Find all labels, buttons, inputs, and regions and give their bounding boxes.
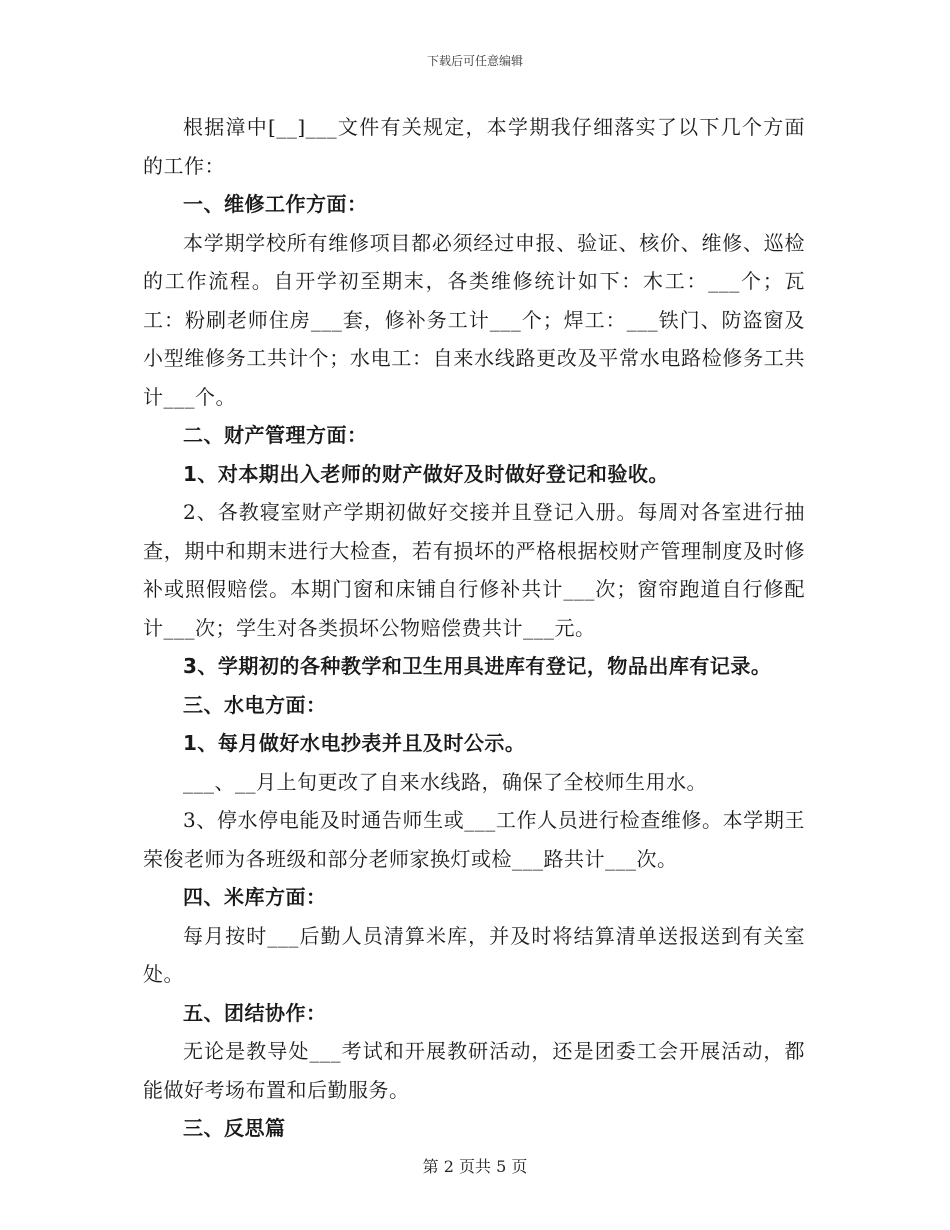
section-heading-property: 二、财产管理方面：: [183, 423, 368, 447]
maintenance-paragraph: 本学期学校所有维修项目都必须经过申报、验证、核价、维修、巡检的工作流程。自开学初至期末，各类维修统计如下：木工：___个；瓦工：粉刷老师住房___套，修补务工计___个；焊工：___铁门、防盗窗及小型维修务工共计个；水电工：自来水线路更改及平常水电路检修务工共计___个。: [143, 230, 805, 409]
page-header: 下载后可任意编辑: [426, 54, 523, 68]
section-heading-utilities: 三、水电方面：: [183, 692, 327, 717]
section-heading-maintenance: 一、维修工作方面：: [183, 192, 368, 216]
section-heading-rice-store: 四、米库方面：: [183, 885, 327, 909]
property-item-3: 3、学期初的各种教学和卫生用具进库有登记，物品出库有记录。: [183, 654, 772, 678]
cooperation-paragraph: 无论是教导处___考试和开展教研活动，还是团委工会开展活动，都能做好考场布置和后勤服务。: [143, 1039, 805, 1102]
intro-paragraph: 根据漳中[__]___文件有关规定，本学期我仔细落实了以下几个方面的工作：: [143, 115, 805, 178]
property-item-1: 1、对本期出入老师的财产做好及时做好登记和验收。: [183, 461, 669, 486]
utilities-item-1: 1、每月做好水电抄表并且及时公示。: [183, 731, 526, 755]
section-heading-reflection: 三、反思篇: [183, 1116, 286, 1140]
rice-store-paragraph: 每月按时___后勤人员清算米库，并及时将结算清单送报送到有关室处。: [143, 923, 805, 986]
section-heading-cooperation: 五、团结协作：: [183, 1000, 327, 1025]
page-footer: 第 2 页共 5 页: [422, 1157, 528, 1176]
utilities-item-2: ___、__月上旬更改了自来水线路，确保了全校师生用水。: [183, 769, 707, 794]
document-body: [143, 108, 805, 1148]
property-item-2: 2、各教寝室财产学期初做好交接并且登记入册。每周对各室进行抽查，期中和期末进行大检查，若有损坏的严格根据校财产管理制度及时修补或照假赔偿。本期门窗和床铺自行修补共计___次；窗帘跑道自行修配计___次；学生对各类损坏公物赔偿费共计___元。: [143, 500, 805, 640]
utilities-item-3: 3、停水停电能及时通告师生或___工作人员进行检查维修。本学期王荣俊老师为各班级和部分老师家换灯或检___路共计___次。: [143, 808, 805, 871]
